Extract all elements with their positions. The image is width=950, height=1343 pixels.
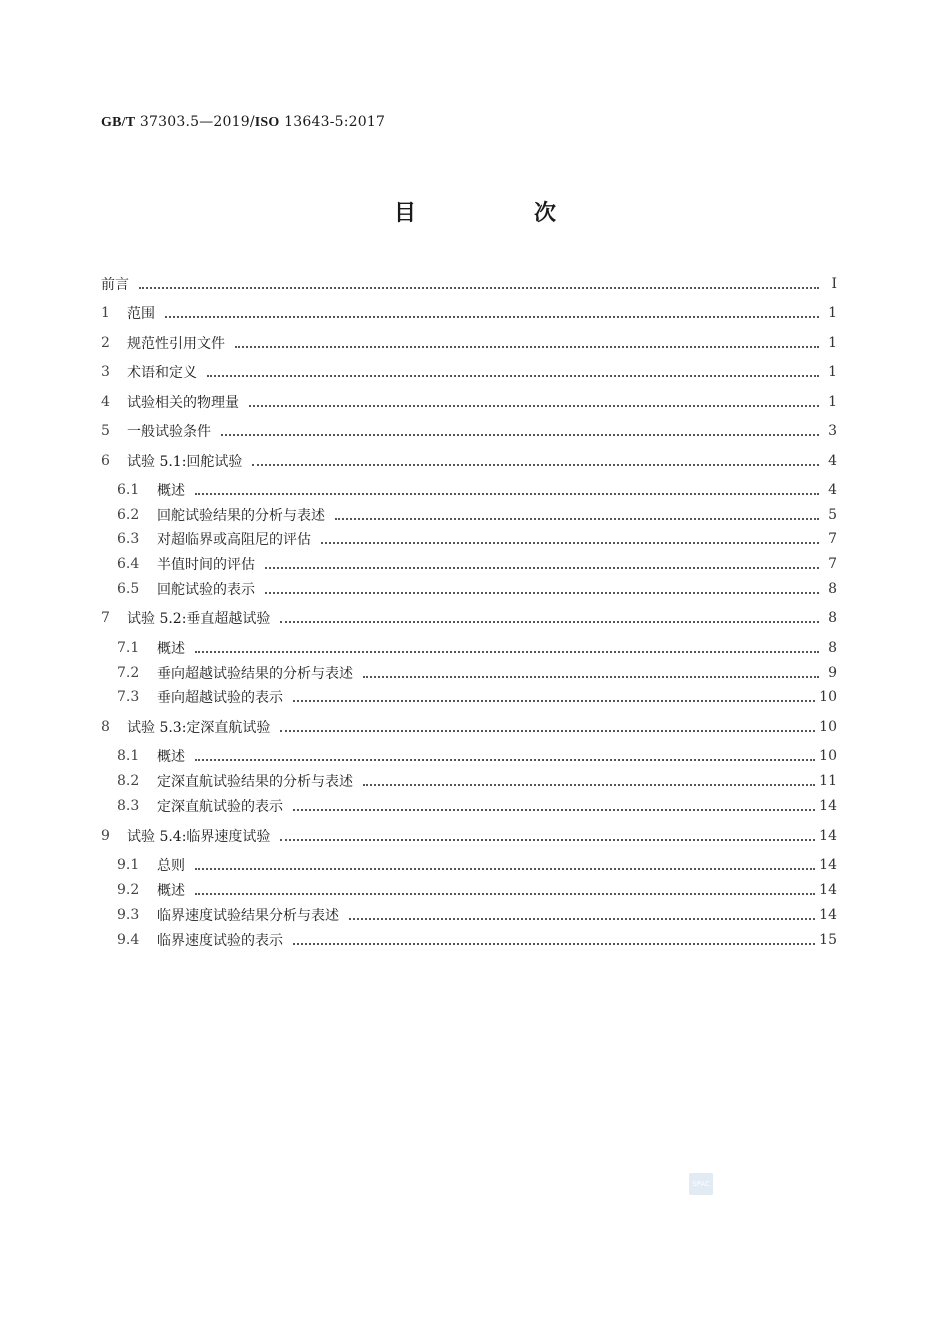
dot-leader	[195, 758, 815, 761]
toc-entry-title: 一般试验条件	[127, 424, 211, 440]
toc-entry[interactable]	[117, 578, 837, 600]
toc-entry-title: 概述	[157, 749, 185, 765]
toc-entry-title: 垂向超越试验结果的分析与表述	[157, 666, 353, 682]
toc-entry-page: 14	[819, 882, 837, 898]
toc-entry-title: 回舵试验的表示	[157, 582, 255, 598]
toc-entry[interactable]	[117, 929, 837, 951]
toc-entry-title: 试验 5.4:临界速度试验	[127, 829, 271, 845]
toc-entry-page: 14	[819, 798, 837, 814]
toc-entry[interactable]	[117, 479, 837, 501]
toc-entry[interactable]	[101, 450, 837, 472]
toc-entry-title: 总则	[157, 858, 185, 874]
dot-leader	[165, 315, 819, 318]
toc-entry-number: 2	[101, 335, 110, 351]
toc-entry-page: 4	[828, 453, 837, 469]
toc-entry-title: 规范性引用文件	[127, 336, 225, 352]
toc-entry[interactable]	[117, 686, 837, 708]
std-code: GB/T	[101, 115, 136, 130]
toc-entry-page: 8	[828, 581, 837, 597]
dot-leader	[252, 463, 819, 466]
toc-entry-title: 术语和定义	[127, 365, 197, 381]
iso-number: 13643-5:2017	[284, 114, 386, 130]
toc-entry-title: 范围	[127, 306, 155, 322]
toc-entry-number: 5	[101, 423, 110, 439]
toc-entry[interactable]	[117, 528, 837, 550]
toc-entry-title: 临界速度试验结果分析与表述	[157, 908, 339, 924]
toc-entry-number: 8.3	[117, 798, 140, 814]
toc-entry[interactable]	[117, 553, 837, 575]
toc-entry[interactable]	[117, 795, 837, 817]
toc-entry-page: 1	[828, 305, 837, 321]
dot-leader	[363, 783, 815, 786]
toc-entry-number: 3	[101, 364, 110, 380]
toc-entry[interactable]	[101, 273, 837, 295]
page-title: 目 次	[393, 201, 604, 226]
toc-entry[interactable]	[117, 504, 837, 526]
iso-code: ISO	[254, 115, 280, 130]
toc-entry-title: 对超临界或高阻尼的评估	[157, 532, 311, 548]
toc-entry-title: 概述	[157, 641, 185, 657]
toc-entry-page: 5	[828, 507, 837, 523]
toc-entry-number: 8	[101, 719, 110, 735]
toc-entry-page: 14	[819, 828, 837, 844]
toc-entry-title: 垂向超越试验的表示	[157, 690, 283, 706]
toc-entry-page: 14	[819, 907, 837, 923]
dot-leader	[265, 566, 819, 569]
dot-leader	[280, 838, 815, 841]
toc-entry-page: 10	[819, 689, 837, 705]
dot-leader	[321, 541, 819, 544]
toc-entry-page: 8	[828, 640, 837, 656]
dot-leader	[195, 650, 819, 653]
dot-leader	[139, 286, 819, 289]
watermark-logo: SPAC	[689, 1173, 713, 1195]
toc-entry[interactable]	[101, 607, 837, 629]
toc-entry-number: 9	[101, 828, 110, 844]
toc-entry[interactable]	[101, 391, 837, 413]
toc-entry-number: 7.3	[117, 689, 140, 705]
toc-entry-title: 定深直航试验结果的分析与表述	[157, 774, 353, 790]
toc-entry-page: 11	[819, 773, 837, 789]
dot-leader	[363, 675, 819, 678]
toc-entry-title: 定深直航试验的表示	[157, 799, 283, 815]
toc-entry-page: 9	[828, 665, 837, 681]
toc-entry[interactable]	[117, 904, 837, 926]
dot-leader	[349, 917, 815, 920]
toc-entry-page: 3	[828, 423, 837, 439]
toc-entry-title: 半值时间的评估	[157, 557, 255, 573]
dot-leader	[280, 729, 815, 732]
dot-leader	[293, 699, 815, 702]
toc-entry-page: 10	[819, 748, 837, 764]
toc-entry-number: 4	[101, 394, 110, 410]
toc-entry-number: 6.4	[117, 556, 140, 572]
toc-entry-title: 试验 5.3:定深直航试验	[127, 720, 271, 736]
dot-leader	[265, 591, 819, 594]
toc-entry-title: 临界速度试验的表示	[157, 933, 283, 949]
toc-entry[interactable]	[101, 361, 837, 383]
toc-entry-number: 1	[101, 305, 110, 321]
dot-leader	[195, 492, 819, 495]
dot-leader	[280, 620, 819, 623]
toc-entry[interactable]	[117, 770, 837, 792]
toc-entry[interactable]	[117, 745, 837, 767]
toc-entry[interactable]	[101, 420, 837, 442]
toc-entry-page: 1	[828, 394, 837, 410]
toc-entry-page: 1	[828, 364, 837, 380]
toc-entry-number: 9.2	[117, 882, 140, 898]
toc-entry-number: 8.1	[117, 748, 140, 764]
toc-entry-page: 15	[819, 932, 837, 948]
toc-entry[interactable]	[117, 879, 837, 901]
toc-entry-page: 1	[828, 335, 837, 351]
toc-entry-title: 试验 5.2:垂直超越试验	[127, 611, 271, 627]
toc-entry-page: 7	[828, 556, 837, 572]
toc-entry-number: 6.5	[117, 581, 140, 597]
toc-entry[interactable]	[101, 825, 837, 847]
toc-entry[interactable]	[117, 637, 837, 659]
toc-entry-page: 8	[828, 610, 837, 626]
toc-entry-number: 9.1	[117, 857, 140, 873]
toc-entry-number: 6.2	[117, 507, 140, 523]
dot-leader	[195, 867, 815, 870]
toc-entry-number: 7.2	[117, 665, 140, 681]
toc-entry-title: 回舵试验结果的分析与表述	[157, 508, 325, 524]
toc-entry-title: 概述	[157, 883, 185, 899]
toc-entry[interactable]	[101, 302, 837, 324]
toc-entry-title: 前言	[101, 277, 129, 293]
toc-entry-number: 6.1	[117, 482, 140, 498]
toc-entry-page: 4	[828, 482, 837, 498]
toc-entry[interactable]	[101, 332, 837, 354]
dot-leader	[293, 808, 815, 811]
dot-leader	[207, 374, 819, 377]
dot-leader	[335, 517, 819, 520]
toc-entry-page: 14	[819, 857, 837, 873]
toc-entry-page: Ⅰ	[831, 276, 837, 292]
toc-entry-number: 8.2	[117, 773, 140, 789]
dot-leader	[249, 404, 819, 407]
toc-entry[interactable]	[101, 716, 837, 738]
dot-leader	[221, 433, 819, 436]
dot-leader	[195, 892, 815, 895]
toc-entry-number: 6.3	[117, 531, 140, 547]
toc-entry-page: 7	[828, 531, 837, 547]
toc-entry-number: 9.4	[117, 932, 140, 948]
dot-leader	[293, 942, 815, 945]
toc-entry[interactable]	[117, 662, 837, 684]
std-number: 37303.5—2019/	[139, 114, 255, 130]
dot-leader	[235, 345, 819, 348]
toc-entry[interactable]	[117, 854, 837, 876]
toc-entry-page: 10	[819, 719, 837, 735]
toc-entry-title: 试验相关的物理量	[127, 395, 239, 411]
toc-entry-title: 试验 5.1:回舵试验	[127, 454, 243, 470]
toc-entry-number: 7	[101, 610, 110, 626]
toc-entry-title: 概述	[157, 483, 185, 499]
toc-entry-number: 9.3	[117, 907, 140, 923]
toc-entry-number: 7.1	[117, 640, 140, 656]
toc-entry-number: 6	[101, 453, 110, 469]
